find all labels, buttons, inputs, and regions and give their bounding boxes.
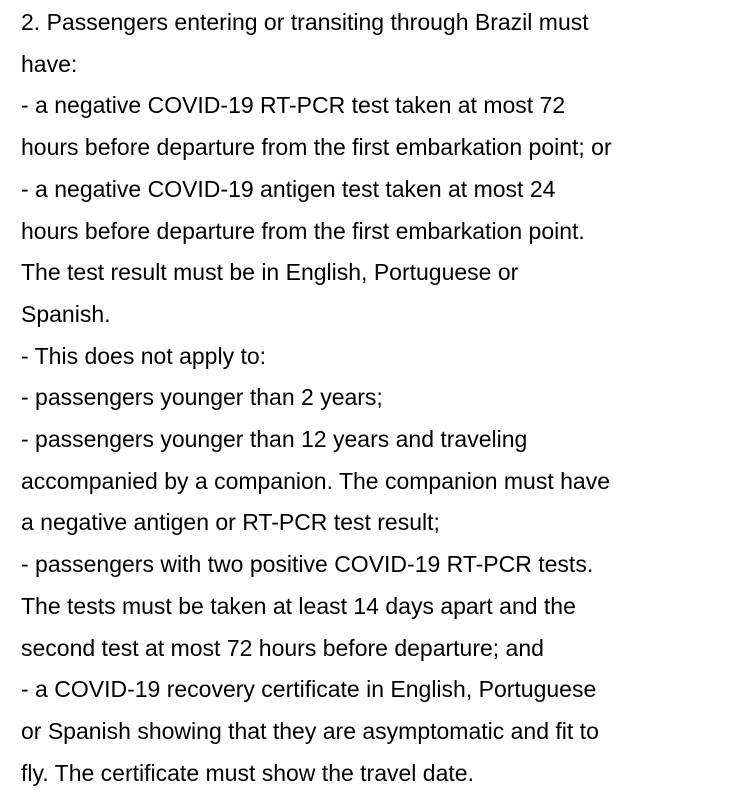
text-line: accompanied by a companion. The companion must have	[21, 467, 610, 494]
text-line: - passengers younger than 12 years and traveling	[21, 426, 528, 453]
text-line: - a negative COVID-19 RT-PCR test taken at most 72	[21, 92, 566, 119]
text-line: hours before departure from the first embarkation point; or	[21, 134, 612, 161]
text-line: Spanish.	[21, 300, 111, 327]
text-line: 2. Passengers entering or transiting through Brazil must	[21, 9, 589, 35]
text-line: a negative antigen or RT-PCR test result;	[21, 509, 440, 536]
text-line: or Spanish showing that they are asymptomatic and fit to	[21, 717, 599, 744]
text-line: hours before departure from the first embarkation point.	[21, 217, 585, 244]
text-line: - passengers with two positive COVID-19 RT-PCR tests.	[21, 551, 594, 578]
text-line: The test result must be in English, Portuguese or	[21, 259, 519, 286]
text-line: - a negative COVID-19 antigen test taken at most 24	[21, 175, 556, 202]
text-line: second test at most 72 hours before departure; and	[21, 634, 544, 661]
text-line: - passengers younger than 2 years;	[21, 384, 383, 411]
text-line: fly. The certificate must show the travel date.	[21, 759, 474, 786]
text-line: have:	[21, 50, 78, 77]
text-line: - a COVID-19 recovery certificate in English, Portuguese	[21, 676, 597, 703]
text-line: The tests must be taken at least 14 days apart and the	[21, 592, 576, 619]
text-line: - This does not apply to:	[21, 342, 267, 369]
